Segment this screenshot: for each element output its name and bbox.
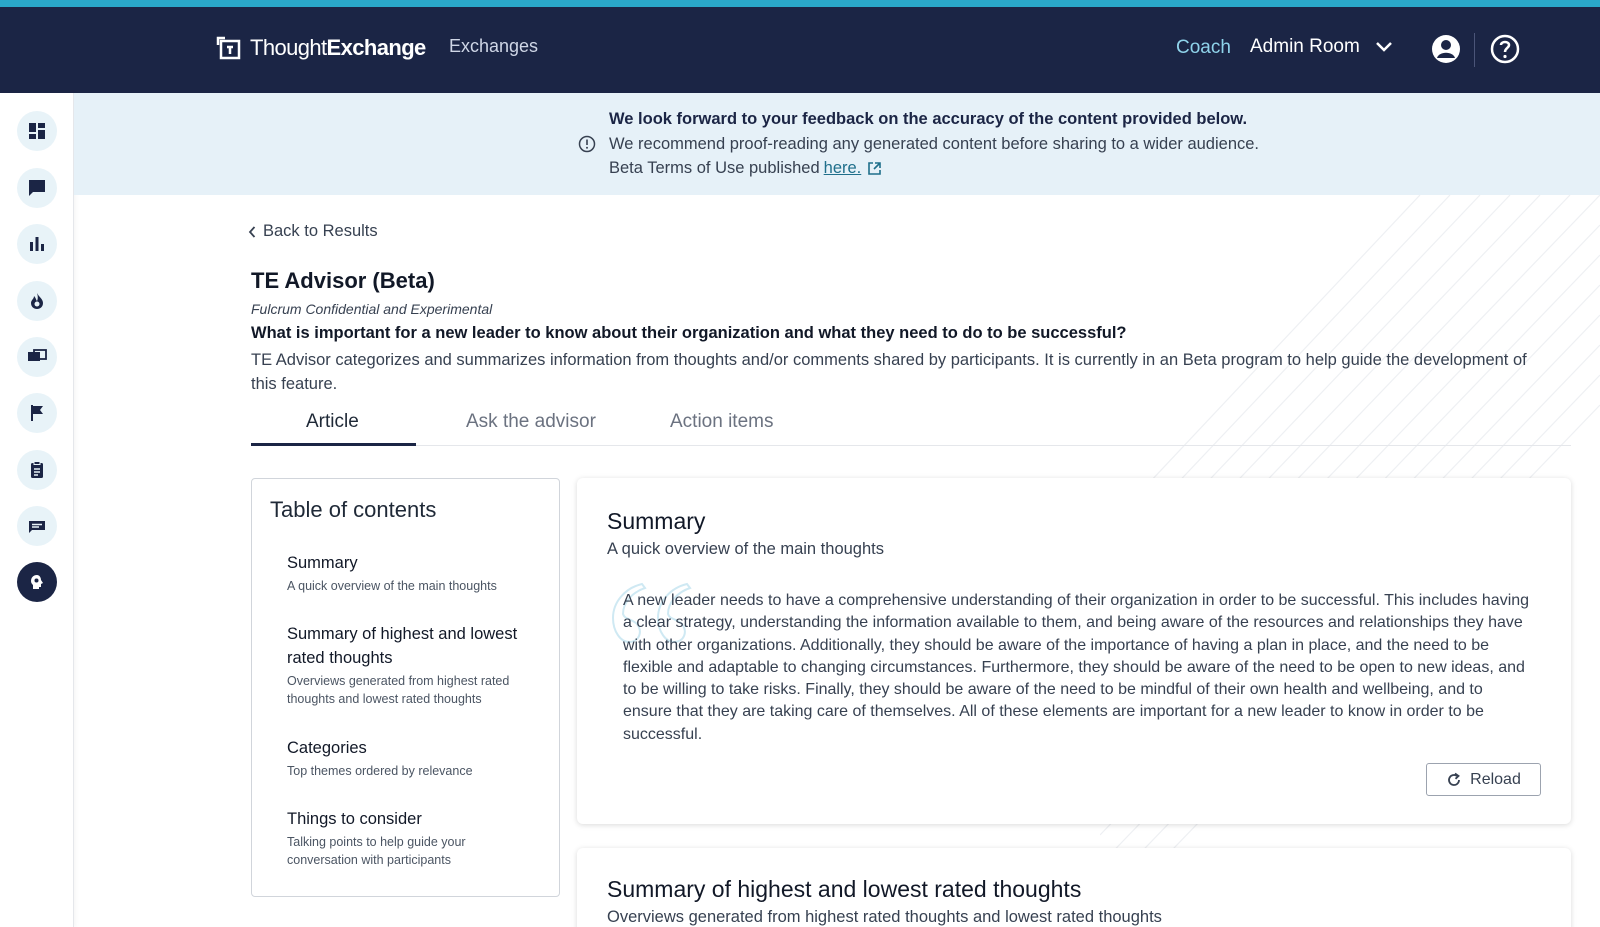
beta-notice-banner xyxy=(74,93,1600,195)
rated-thoughts-heading: Summary of highest and lowest rated thoughts xyxy=(607,876,1082,902)
sidebar-dashboard-button[interactable] xyxy=(17,111,57,151)
summary-body-text: A new leader needs to have a comprehensive understanding of their organization in order to be successful. This includes having a clear strategy, understanding the information available to them, and being aware of the resources and relationships they have with other organizations. Additionally, they should be aware of the importance of having a plan in place, and the need to be flexible and adaptable to changing circumstances. Furthermore, they should be aware of the need to be open to new ideas, and to be willing to take risks. Finally, they should be aware of the need to be mindful of their own health and wellbeing, and to ensure that they are taking care of themselves. All of these elements are important for a new leader to know in order to be successful. xyxy=(623,592,1530,743)
comments-icon xyxy=(27,516,47,536)
banner-terms-text: Beta Terms of Use published xyxy=(609,159,820,177)
messages-icon xyxy=(27,347,47,367)
toc-item-subtitle: Talking points to help guide your conversation with participants xyxy=(287,835,466,867)
tab-ask-the-advisor[interactable]: Ask the advisor xyxy=(466,411,596,432)
sidebar-chat-button[interactable] xyxy=(17,168,57,208)
sidebar-reports-button[interactable] xyxy=(17,450,57,490)
external-link-icon[interactable] xyxy=(867,161,882,176)
tab-article[interactable]: Article xyxy=(306,411,359,432)
summary-card xyxy=(577,478,1571,824)
advisor-icon xyxy=(27,572,47,592)
toc-item-title: Categories xyxy=(287,739,367,757)
page-title: TE Advisor (Beta) xyxy=(251,268,435,293)
toc-item-subtitle: Top themes ordered by relevance xyxy=(287,764,473,778)
reload-label: Reload xyxy=(1470,770,1521,788)
terms-of-use-link[interactable]: here. xyxy=(823,159,862,177)
header-divider xyxy=(1474,33,1475,67)
chat-icon xyxy=(27,178,47,198)
toc-item-title: Summary of highest and lowest rated thoughts xyxy=(287,625,518,667)
sidebar-advisor-button[interactable] xyxy=(17,562,57,602)
toc-item-subtitle: Overviews generated from highest rated thoughts and lowest rated thoughts xyxy=(287,674,510,706)
sidebar-flags-button[interactable] xyxy=(17,393,57,433)
toc-item-title: Summary xyxy=(287,554,358,572)
bar-chart-icon xyxy=(27,234,47,254)
toc-item-categories[interactable] xyxy=(287,736,537,780)
toc-item-subtitle: A quick overview of the main thoughts xyxy=(287,579,497,593)
info-icon xyxy=(578,135,596,153)
banner-feedback-heading: We look forward to your feedback on the accuracy of the content provided below. xyxy=(609,110,1248,128)
logo-text-thought: Thought xyxy=(250,35,327,60)
toc-item-highest-lowest[interactable] xyxy=(287,622,537,708)
banner-terms-line xyxy=(609,159,882,178)
nav-coach-link[interactable]: Coach xyxy=(1176,37,1231,58)
exchange-question: What is important for a new leader to know about their organization and what they need to do to be successful? xyxy=(251,324,1127,342)
advisor-tabs xyxy=(251,405,1571,446)
left-sidebar xyxy=(0,93,74,927)
back-link-label: Back to Results xyxy=(263,222,378,240)
reload-button[interactable] xyxy=(1426,763,1541,796)
sidebar-results-button[interactable] xyxy=(17,224,57,264)
banner-proofread-note: We recommend proof-reading any generated content before sharing to a wider audience. xyxy=(609,135,1260,153)
advisor-description: TE Advisor categorizes and summarizes information from thoughts and/or comments shared by participants. It is currently in an Beta program to help guide the development of this feature. xyxy=(251,351,1527,393)
toc-item-summary[interactable] xyxy=(287,551,537,595)
thoughtexchange-logo[interactable] xyxy=(216,33,426,63)
back-to-results-link[interactable] xyxy=(248,222,378,241)
summary-heading: Summary xyxy=(607,508,706,534)
toc-item-things-to-consider[interactable] xyxy=(287,807,537,869)
nav-exchanges-link[interactable]: Exchanges xyxy=(449,36,539,56)
tab-action-items[interactable]: Action items xyxy=(670,411,774,432)
clipboard-icon xyxy=(27,460,47,480)
help-icon[interactable] xyxy=(1489,33,1521,65)
chevron-down-icon xyxy=(1376,42,1392,52)
user-icon[interactable] xyxy=(1430,33,1462,65)
sidebar-comments-button[interactable] xyxy=(17,506,57,546)
flag-icon xyxy=(27,403,47,423)
admin-room-label: Admin Room xyxy=(1250,36,1360,57)
sidebar-conversations-button[interactable] xyxy=(17,337,57,377)
table-of-contents xyxy=(251,478,560,897)
admin-room-dropdown[interactable] xyxy=(1250,36,1392,58)
refresh-icon xyxy=(1446,772,1462,788)
sidebar-trending-button[interactable] xyxy=(17,281,57,321)
rated-thoughts-card xyxy=(577,848,1571,927)
rated-thoughts-subheading: Overviews generated from highest rated thoughts and lowest rated thoughts xyxy=(607,908,1162,926)
active-tab-indicator xyxy=(251,443,416,446)
accent-stripe xyxy=(0,0,1600,7)
chevron-left-icon xyxy=(248,226,256,238)
fire-icon xyxy=(27,291,47,311)
logo-icon xyxy=(216,33,246,63)
top-navigation-bar xyxy=(0,7,1600,93)
page-subtitle: Fulcrum Confidential and Experimental xyxy=(251,301,493,317)
summary-subheading: A quick overview of the main thoughts xyxy=(607,540,884,558)
toc-heading: Table of contents xyxy=(270,497,437,522)
dashboard-icon xyxy=(27,121,47,141)
logo-text-exchange: Exchange xyxy=(326,35,426,60)
toc-item-title: Things to consider xyxy=(287,810,422,828)
